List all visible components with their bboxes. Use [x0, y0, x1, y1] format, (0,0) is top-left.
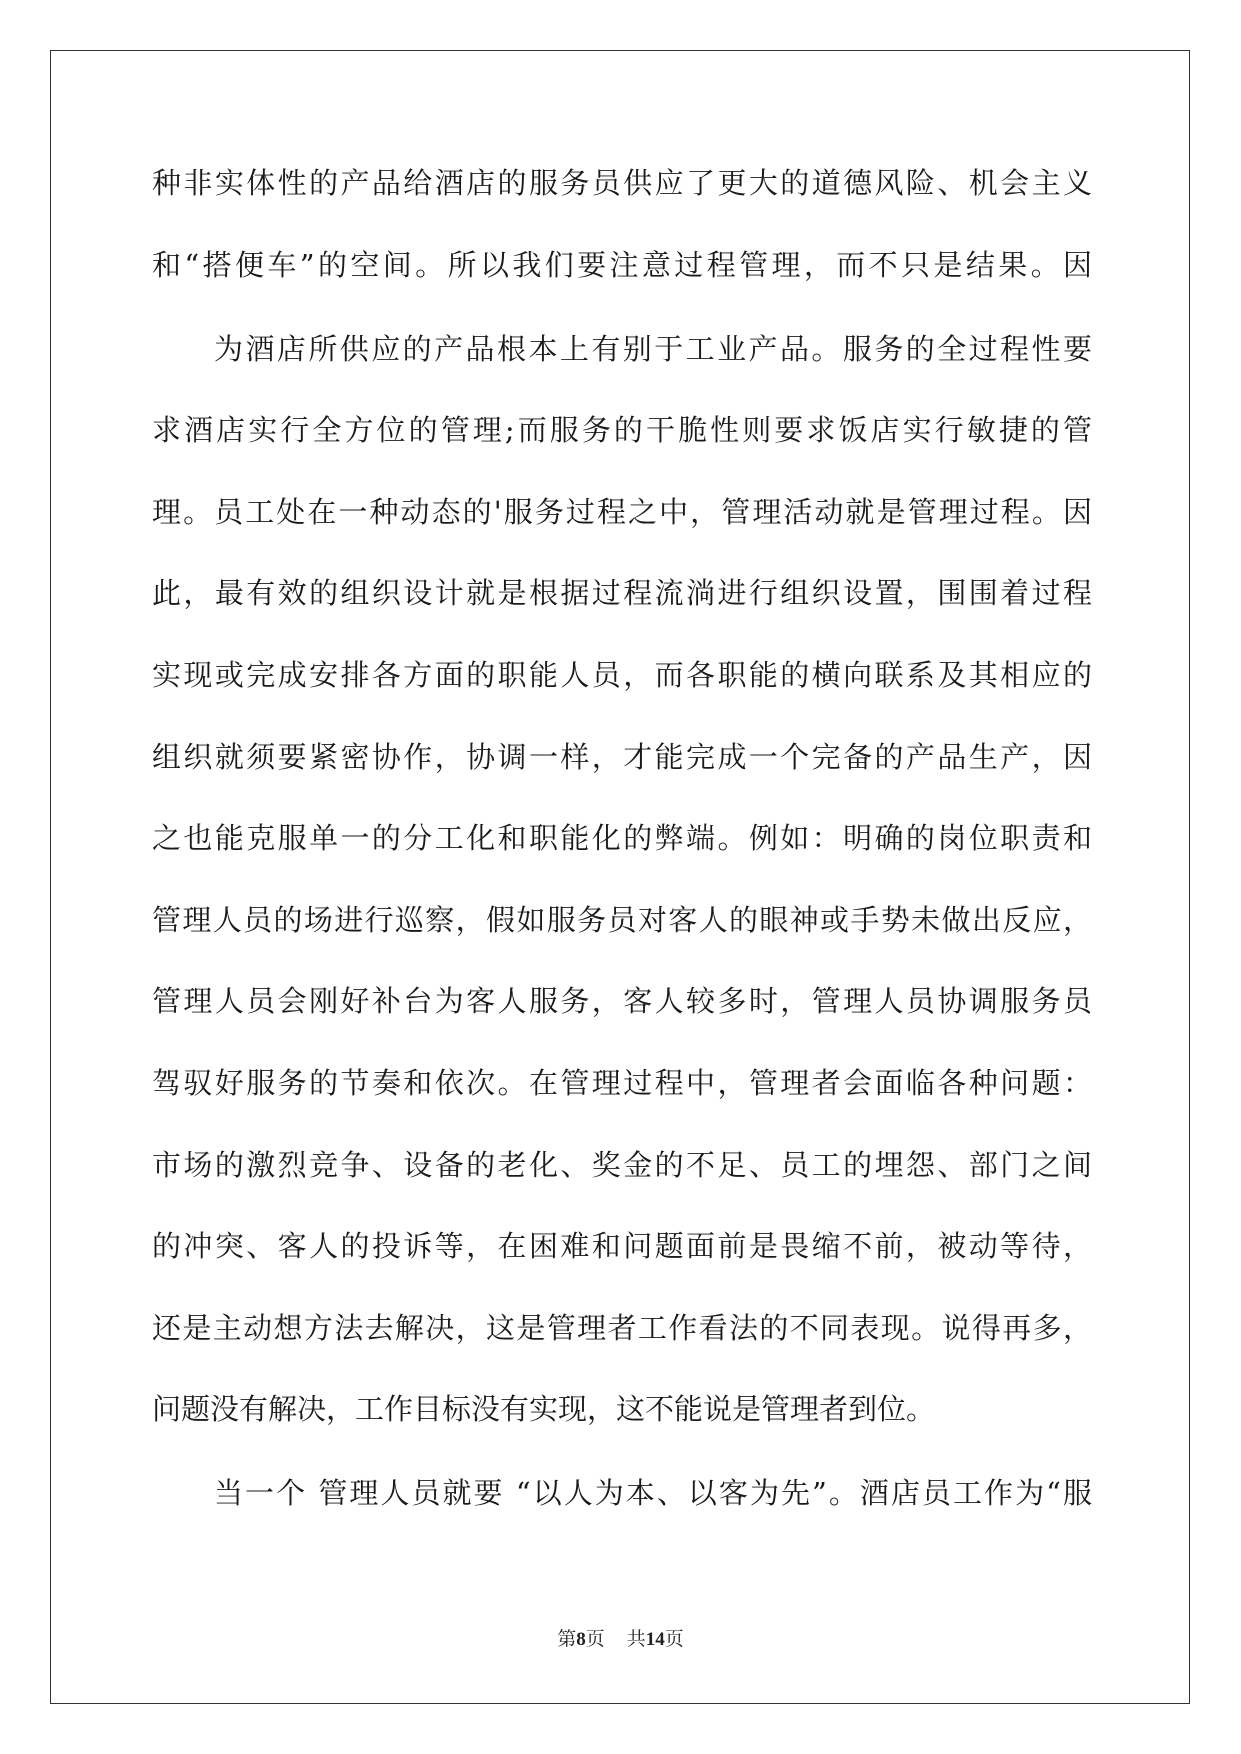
paragraph-first-line: 为酒店所供应的产品根本上有别于工业产品。服务的全过程性要 [214, 331, 1092, 366]
page-footer [0, 1624, 1241, 1651]
text-line: 此，最有效的组织设计就是根据过程流淌进行组织设置，围围着过程 [152, 576, 1092, 611]
page-total-number: 14 [645, 1629, 665, 1650]
text-line: 驾驭好服务的节奏和依次。在管理过程中，管理者会面临各种问题： [152, 1065, 1092, 1100]
text-line: 种非实体性的产品给酒店的服务员供应了更大的道德风险、机会主义 [152, 166, 1092, 200]
text-line: 问题没有解决，工作目标没有实现，这不能说是管理者到位。 [152, 1392, 936, 1427]
text-line: 的冲突、客人的投诉等，在困难和问题面前是畏缩不前，被动等待， [152, 1229, 1092, 1264]
total-suffix: 页 [664, 1629, 684, 1650]
total-prefix: 共 [626, 1629, 646, 1650]
text-line: 理。员工处在一种动态的'服务过程之中，管理活动就是管理过程。因 [152, 494, 1092, 529]
text-line: 市场的激烈竞争、设备的老化、奖金的不足、员工的埋怨、部门之间 [152, 1147, 1092, 1182]
text-line: 管理人员的场进行巡察，假如服务员对客人的眼神或手势未做出反应， [152, 902, 1092, 937]
text-line: 管理人员会刚好补台为客人服务，客人较多时，管理人员协调服务员 [152, 984, 1092, 1019]
text-line: 组织就须要紧密协作，协调一样，才能完成一个完备的产品生产，因 [152, 739, 1092, 774]
page-current-number: 8 [576, 1629, 586, 1650]
text-line: 之也能克服单一的分工化和职能化的弊端。例如：明确的岗位职责和 [152, 821, 1092, 856]
text-line: 还是主动想方法去解决，这是管理者工作看法的不同表现。说得再多， [152, 1310, 1092, 1345]
text-line: 和“搭便车”的空间。所以我们要注意过程管理，而不只是结果。因 [152, 247, 1092, 282]
text-line: 求酒店实行全方位的管理;而服务的干脆性则要求饭店实行敏捷的管 [152, 413, 1092, 448]
text-line: 实现或完成安排各方面的职能人员，而各职能的横向联系及其相应的 [152, 657, 1092, 692]
page-prefix: 第 [557, 1629, 577, 1650]
page-label: 页 [585, 1629, 605, 1650]
paragraph-first-line: 当一个 管理人员就要 “以人为本、以客为先”。酒店员工作为“服 [214, 1476, 1092, 1511]
document-body [152, 158, 1092, 1550]
